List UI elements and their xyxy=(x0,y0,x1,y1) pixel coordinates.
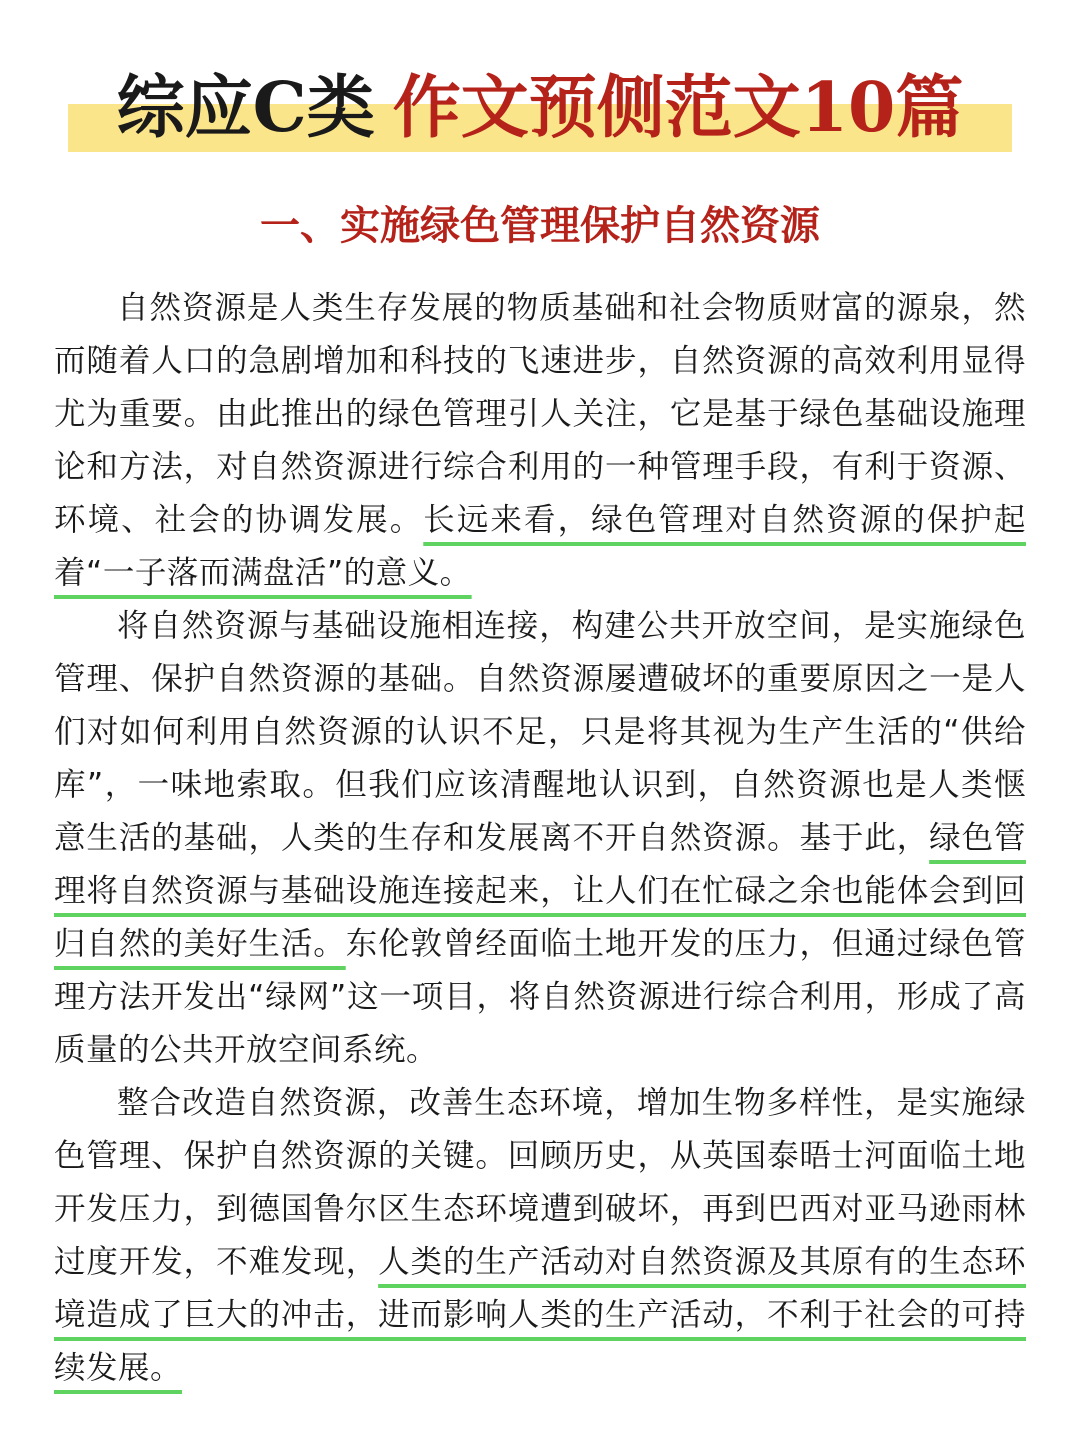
paragraph-text: 自然资源是人类生存发展的物质基础和社会物质财富的源泉，然而随着人口的急剧增加和科技的飞速进步，自然资源的高效利用显得尤为重要。由此推出的绿色管理引人关注，它是基于绿色基础设施理论和方法，对自然资源进行综合利用的一种管理手段，有利于资源、环境、社会的协调发展。 xyxy=(54,290,1026,538)
paragraph-1 xyxy=(54,282,1026,600)
highlighted-sentence: 绿色管理将自然资源与基础设施连接起来，让人们在忙碌之余也能体会到回归自然的美好生活。 xyxy=(54,820,1026,962)
section-heading: 一、实施绿色管理保护自然资源 xyxy=(260,203,820,249)
paragraph-2 xyxy=(54,600,1026,1077)
title-part-black: 综应C类 xyxy=(116,68,375,148)
paragraph-text: 整合改造自然资源，改善生态环境，增加生物多样性，是实施绿色管理、保护自然资源的关键。回顾历史，从英国泰晤士河面临土地开发压力，到德国鲁尔区生态环境遭到破坏，再到巴西对亚马逊雨林过度开发，不难发现， xyxy=(54,1085,1026,1280)
essay-body xyxy=(54,282,1026,1395)
title-part-red: 作文预侧范文10篇 xyxy=(392,68,964,148)
title-banner xyxy=(0,62,1080,162)
paragraph-text: 东伦敦曾经面临土地开发的压力，但通过绿色管理方法开发出“绿网”这一项目，将自然资源进行综合利用，形成了高质量的公共开放空间系统。 xyxy=(54,926,1026,1068)
highlighted-sentence: 人类的生产活动对自然资源及其原有的生态环境造成了巨大的冲击，进而影响人类的生产活动，不利于社会的可持续发展。 xyxy=(54,1244,1026,1386)
paragraph-3 xyxy=(54,1077,1026,1395)
page-title xyxy=(0,62,1080,154)
highlighted-sentence: 长远来看，绿色管理对自然资源的保护起着“一子落而满盘活”的意义。 xyxy=(54,502,1026,591)
paragraph-text: 将自然资源与基础设施相连接，构建公共开放空间，是实施绿色管理、保护自然资源的基础。自然资源屡遭破坏的重要原因之一是人们对如何利用自然资源的认识不足，只是将其视为生产生活的“供给库”，一味地索取。但我们应该清醒地认识到，自然资源也是人类惬意生活的基础，人类的生存和发展离不开自然资源。基于此， xyxy=(54,608,1026,856)
